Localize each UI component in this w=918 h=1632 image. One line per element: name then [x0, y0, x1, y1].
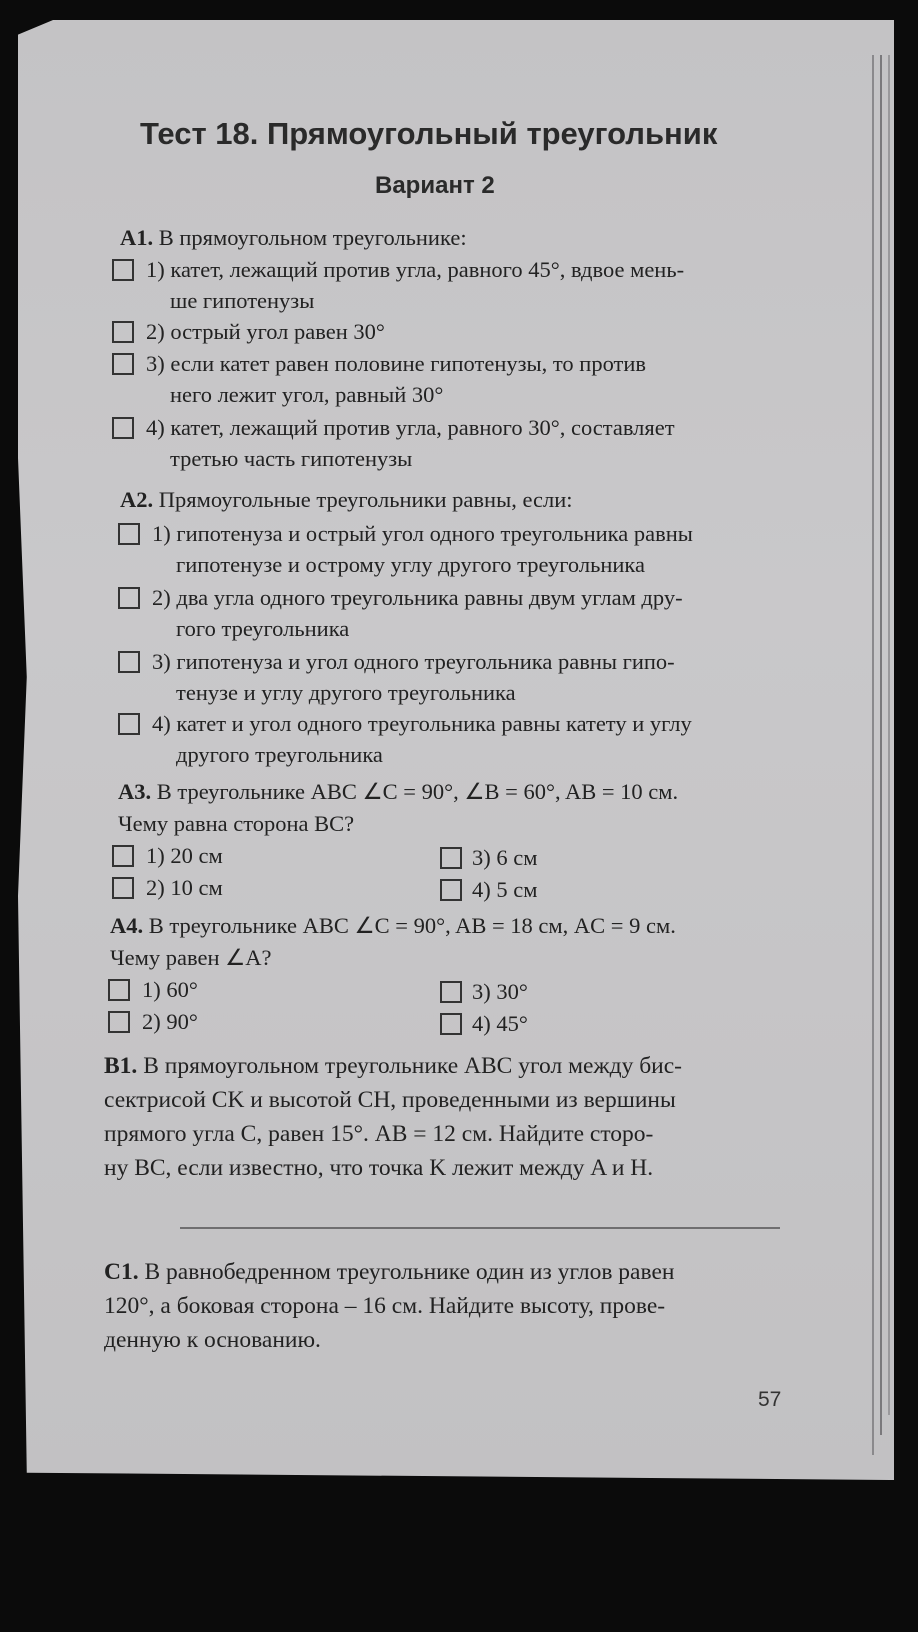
answer-checkbox[interactable]	[112, 259, 134, 281]
option-text-cont: тенузе и углу другого треугольника	[176, 680, 516, 705]
option-text: 3) 30°	[472, 979, 528, 1004]
answer-checkbox[interactable]	[112, 417, 134, 439]
option-text: острый угол равен 30°	[170, 319, 385, 344]
question-label: С1.	[104, 1259, 139, 1285]
answer-checkbox[interactable]	[440, 981, 462, 1003]
question-a1	[120, 222, 467, 253]
option-text: 4) 45°	[472, 1011, 528, 1036]
answer-checkbox[interactable]	[440, 879, 462, 901]
question-a3	[118, 776, 678, 807]
answer-checkbox[interactable]	[118, 587, 140, 609]
option-number: 2)	[152, 585, 171, 610]
question-a4-cont: Чему равен ∠A?	[110, 945, 272, 970]
option-number: 3)	[152, 649, 171, 674]
option-text-cont: третью часть гипотенузы	[170, 446, 413, 471]
question-text: В треугольнике ABC ∠C = 90°, ∠B = 60°, AB = 10 см.	[156, 779, 679, 804]
section-divider	[180, 1227, 780, 1229]
option-text: 2) 10 см	[146, 875, 223, 900]
question-b1-line4: ну BC, если известно, что точка K лежит между A и H.	[104, 1155, 654, 1181]
question-b1	[104, 1050, 682, 1083]
option-text: 4) 5 см	[472, 877, 538, 902]
question-a2	[120, 484, 573, 515]
question-text: Прямоугольные треугольники равны, если:	[158, 487, 573, 512]
answer-checkbox[interactable]	[112, 353, 134, 375]
option-text-cont: другого треугольника	[176, 742, 383, 767]
question-label: А1.	[120, 225, 154, 250]
option-number: 2)	[146, 319, 165, 344]
question-b1-line3: прямого угла C, равен 15°. AB = 12 см. Найдите сторо-	[104, 1121, 654, 1147]
option-text: два угла одного треугольника равны двум углам дру-	[176, 585, 683, 610]
option-text: 1) 60°	[142, 977, 198, 1002]
question-text: В прямоугольном треугольнике:	[158, 225, 467, 250]
answer-checkbox[interactable]	[118, 651, 140, 673]
answer-checkbox[interactable]	[118, 713, 140, 735]
answer-checkbox[interactable]	[440, 1013, 462, 1035]
option-text: 3) 6 см	[472, 845, 538, 870]
option-number: 4)	[152, 711, 171, 736]
option-text: 2) 90°	[142, 1009, 198, 1034]
question-text: В треугольнике ABC ∠C = 90°, AB = 18 см, AC = 9 см.	[148, 913, 676, 938]
option-number: 1)	[152, 521, 171, 546]
option-text-cont: ше гипотенузы	[170, 288, 315, 313]
answer-checkbox[interactable]	[118, 523, 140, 545]
option-text: катет, лежащий против угла, равного 30°, составляет	[170, 415, 675, 440]
page-number: 57	[758, 1388, 782, 1411]
option-text-cont: гого треугольника	[176, 616, 350, 641]
question-label: А2.	[120, 487, 154, 512]
option-text-cont: гипотенузе и острому углу другого треугольника	[176, 552, 645, 577]
question-label: В1.	[104, 1053, 138, 1079]
question-text: В прямоугольном треугольнике ABC угол между бис-	[143, 1053, 682, 1079]
question-c1-line3: денную к основанию.	[104, 1327, 321, 1353]
option-text: если катет равен половине гипотенузы, то против	[170, 351, 647, 376]
question-label: А4.	[110, 913, 144, 938]
page-title: Тест 18. Прямоугольный треугольник	[140, 116, 718, 151]
answer-checkbox[interactable]	[440, 847, 462, 869]
question-text: В равнобедренном треугольнике один из углов равен	[144, 1259, 675, 1285]
option-text: гипотенуза и угол одного треугольника равны гипо-	[176, 649, 675, 674]
option-text-cont: него лежит угол, равный 30°	[170, 382, 444, 407]
answer-checkbox[interactable]	[108, 979, 130, 1001]
answer-checkbox[interactable]	[112, 877, 134, 899]
variant-heading: Вариант 2	[375, 172, 495, 199]
option-number: 3)	[146, 351, 165, 376]
option-number: 4)	[146, 415, 165, 440]
question-c1-line2: 120°, а боковая сторона – 16 см. Найдите высоту, прове-	[104, 1293, 666, 1319]
option-text: катет, лежащий против угла, равного 45°, вдвое мень-	[170, 257, 685, 282]
option-number: 1)	[146, 257, 165, 282]
answer-checkbox[interactable]	[112, 321, 134, 343]
question-c1	[104, 1256, 674, 1289]
question-a4	[110, 910, 676, 941]
answer-checkbox[interactable]	[112, 845, 134, 867]
question-label: А3.	[118, 779, 152, 804]
question-b1-line2: сектрисой CK и высотой CH, проведенными из вершины	[104, 1087, 676, 1113]
option-text: катет и угол одного треугольника равны катету и углу	[176, 711, 692, 736]
option-text: гипотенуза и острый угол одного треугольника равны	[176, 521, 693, 546]
answer-checkbox[interactable]	[108, 1011, 130, 1033]
option-text: 1) 20 см	[146, 843, 223, 868]
question-a3-cont: Чему равна сторона BC?	[118, 811, 355, 836]
